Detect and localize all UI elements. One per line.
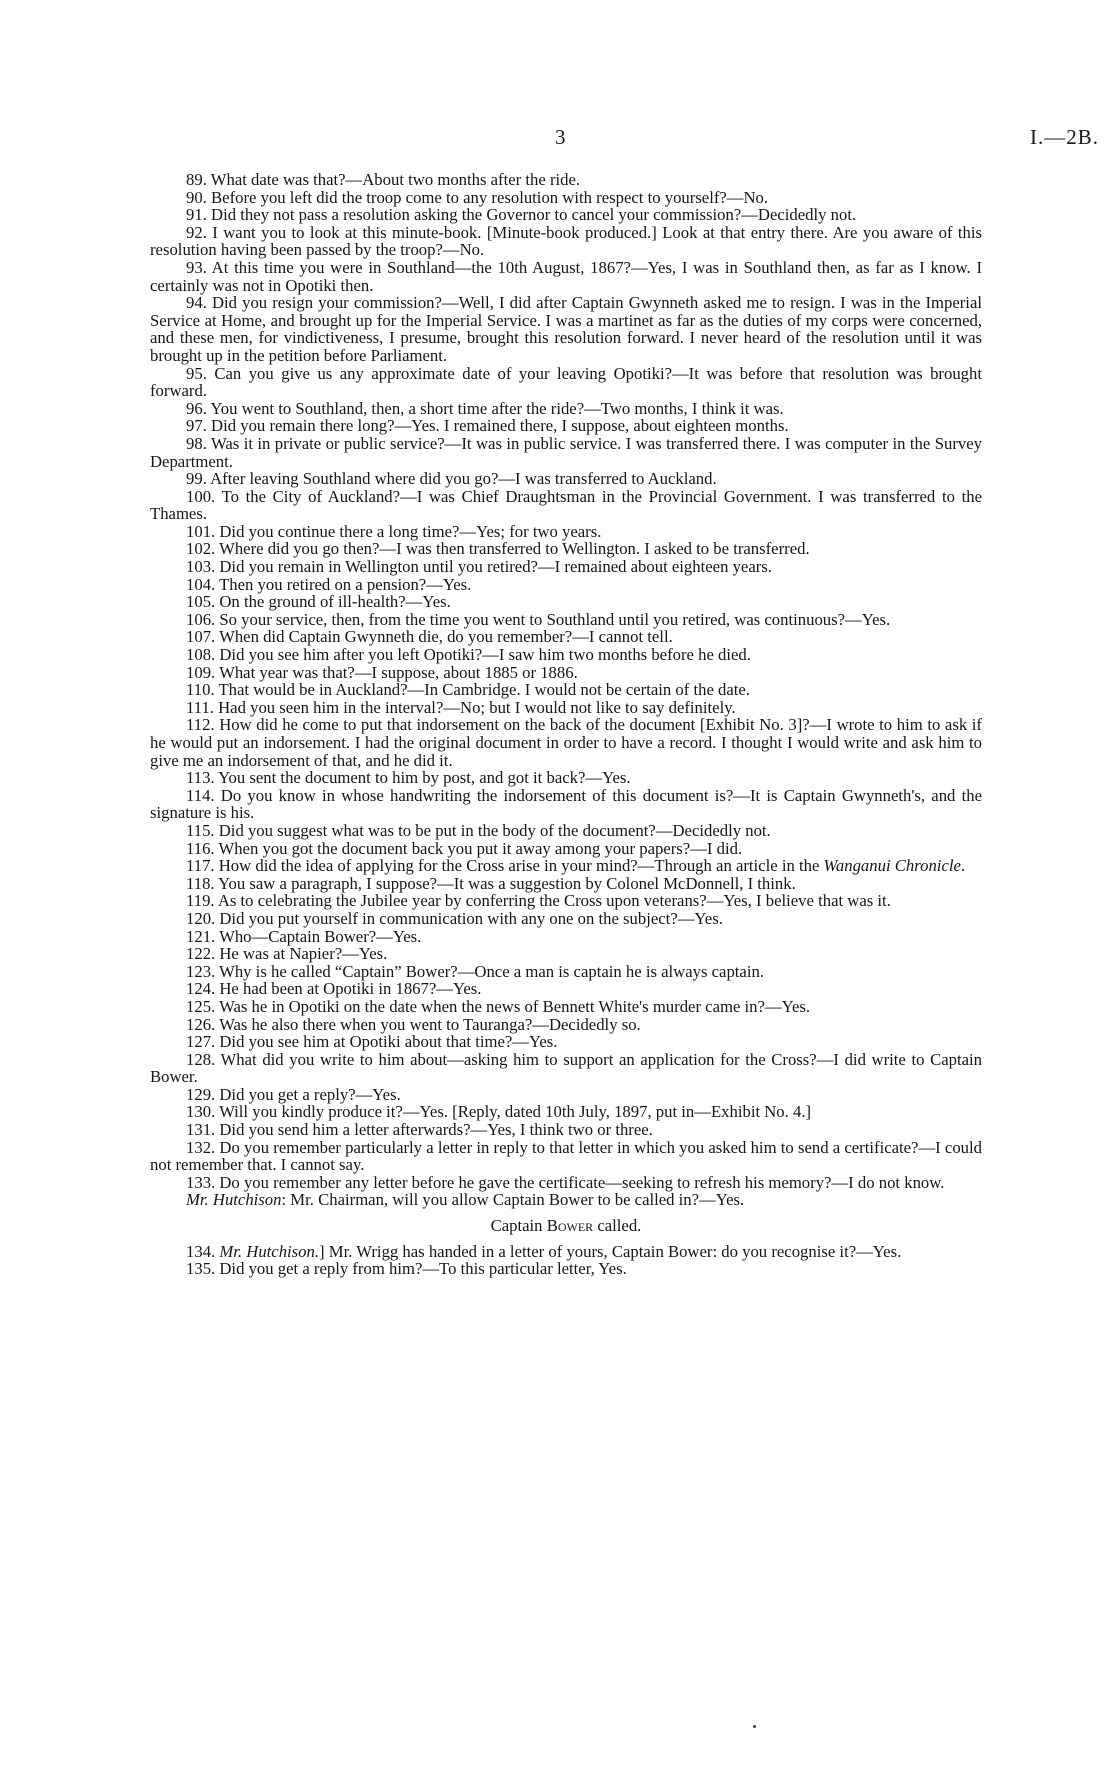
testimony-body xyxy=(150,171,982,1278)
testimony-paragraph: 95. Can you give us any approximate date of your leaving Opotiki?—It was before that resolution was brought forward. xyxy=(150,363,982,401)
testimony-paragraph: 126. Was he also there when you went to Tauranga?—Decidedly so. xyxy=(186,1014,641,1034)
testimony-paragraph: 127. Did you see him at Opotiki about that time?—Yes. xyxy=(186,1032,558,1052)
testimony-paragraph: 89. What date was that?—About two months after the ride. xyxy=(186,170,581,189)
page-number: 3 xyxy=(555,125,566,149)
testimony-paragraph: 110. That would be in Auckland?—In Cambridge. I would not be certain of the date. xyxy=(186,680,750,700)
testimony-paragraph: 123. Why is he called “Captain” Bower?—Once a man is captain he is always captain. xyxy=(186,961,764,981)
testimony-paragraph: 119. As to celebrating the Jubilee year by conferring the Cross upon veterans?—Yes, I believe that was it. xyxy=(186,891,891,911)
testimony-paragraph: 107. When did Captain Gwynneth die, do you remember?—I cannot tell. xyxy=(186,627,673,647)
testimony-paragraph: 129. Did you get a reply?—Yes. xyxy=(186,1084,401,1104)
testimony-paragraph: 116. When you got the document back you put it away among your papers?—I did. xyxy=(186,838,743,858)
testimony-paragraph: 111. Had you seen him in the interval?—No; but I would not like to say definitely. xyxy=(186,697,736,717)
testimony-part-2 xyxy=(150,1243,982,1278)
testimony-paragraph: 122. He was at Napier?—Yes. xyxy=(186,944,388,964)
testimony-paragraph: 100. To the City of Auckland?—I was Chief Draughtsman in the Provincial Government. I was transferred to the Thames. xyxy=(150,486,982,524)
testimony-paragraph: 97. Did you remain there long?—Yes. I remained there, I suppose, about eighteen months. xyxy=(186,416,789,436)
testimony-paragraph: 104. Then you retired on a pension?—Yes. xyxy=(186,574,472,594)
testimony-paragraph: 93. At this time you were in Southland—the 10th August, 1867?—Yes, I was in Southland then, as far as I know. I certainly was not in Opotiki then. xyxy=(150,257,982,295)
testimony-paragraph: 109. What year was that?—I suppose, about 1885 or 1886. xyxy=(186,662,578,682)
testimony-paragraph: 112. How did he come to put that indorsement on the back of the document [Exhibit No. 3]?—I wrote to him to ask if he would put an indorsement. I had the original document in order to have a record. I thought I would write and ask him to give me an indorsement of that, and he did it. xyxy=(150,715,982,770)
testimony-paragraph: 117. How did the idea of applying for the Cross arise in your mind?—Through an article in the Wanganui Chronicle. xyxy=(186,856,966,876)
testimony-paragraph: 102. Where did you go then?—I was then transferred to Wellington. I asked to be transferred. xyxy=(186,539,810,559)
testimony-paragraph: 96. You went to Southland, then, a short time after the ride?—Two months, I think it was. xyxy=(186,398,784,418)
testimony-paragraph: 120. Did you put yourself in communication with any one on the subject?—Yes. xyxy=(186,908,723,928)
testimony-paragraph: 90. Before you left did the troop come to any resolution with respect to yourself?—No. xyxy=(186,187,769,207)
testimony-paragraph: 94. Did you resign your commission?—Well, I did after Captain Gwynneth asked me to resign. I was in the Imperial Service at Home, and brought up for the Imperial Service. I was a martinet as far as the duties of my corps were concerned, and these men, for vindictiveness, I presume, brought this resolution forward. I never heard of the resolution until it was brought up in the petition before Parliament. xyxy=(150,293,982,365)
section-heading: Captain Bower called. xyxy=(490,1216,642,1236)
print-speck xyxy=(753,1725,756,1728)
testimony-paragraph: 106. So your service, then, from the time you went to Southland until you retired, was continuous?—Yes. xyxy=(186,609,891,629)
testimony-paragraph: 115. Did you suggest what was to be put in the body of the document?—Decidedly not. xyxy=(186,820,771,840)
testimony-paragraph: 98. Was it in private or public service?—It was in public service. I was transferred there. I was computer in the Survey Department. xyxy=(150,433,982,471)
testimony-paragraph: 125. Was he in Opotiki on the date when the news of Bennett White's murder came in?—Yes. xyxy=(186,996,811,1016)
testimony-paragraph: 132. Do you remember particularly a letter in reply to that letter in which you asked him to send a certificate?—I could not remember that. I cannot say. xyxy=(150,1137,982,1175)
testimony-paragraph: 105. On the ground of ill-health?—Yes. xyxy=(186,592,451,612)
testimony-paragraph: 101. Did you continue there a long time?—Yes; for two years. xyxy=(186,521,602,541)
testimony-paragraph: 130. Will you kindly produce it?—Yes. [Reply, dated 10th July, 1897, put in—Exhibit No. 4.] xyxy=(186,1102,812,1122)
testimony-paragraph: 103. Did you remain in Wellington until you retired?—I remained about eighteen years. xyxy=(186,557,772,577)
testimony-paragraph: 134. Mr. Hutchison.] Mr. Wrigg has handed in a letter of yours, Captain Bower: do you recognise it?—Yes. xyxy=(186,1241,902,1261)
testimony-paragraph: 133. Do you remember any letter before he gave the certificate—seeking to refresh his memory?—I do not know. xyxy=(186,1172,945,1192)
testimony-paragraph: 92. I want you to look at this minute-book. [Minute-book produced.] Look at that entry there. Are you aware of this resolution having been passed by the troop?—No. xyxy=(150,222,982,260)
testimony-paragraph: 124. He had been at Opotiki in 1867?—Yes. xyxy=(186,979,482,999)
testimony-paragraph: 91. Did they not pass a resolution asking the Governor to cancel your commission?—Decidedly not. xyxy=(186,205,857,225)
testimony-paragraph: 135. Did you get a reply from him?—To this particular letter, Yes. xyxy=(186,1259,627,1279)
testimony-paragraph: 113. You sent the document to him by post, and got it back?—Yes. xyxy=(186,768,631,788)
testimony-paragraph: 114. Do you know in whose handwriting the indorsement of this document is?—It is Captain Gwynneth's, and the signature is his. xyxy=(150,785,982,823)
testimony-paragraph: 99. After leaving Southland where did you go?—I was transferred to Auckland. xyxy=(186,469,717,489)
testimony-paragraph: Mr. Hutchison: Mr. Chairman, will you allow Captain Bower to be called in?—Yes. xyxy=(186,1190,745,1210)
testimony-part-1 xyxy=(150,171,982,1209)
testimony-paragraph: 118. You saw a paragraph, I suppose?—It was a suggestion by Colonel McDonnell, I think. xyxy=(186,873,796,893)
document-reference: I.—2B. xyxy=(1030,125,1099,149)
testimony-paragraph: 128. What did you write to him about—asking him to support an application for the Cross?—I did write to Captain Bower. xyxy=(150,1049,982,1087)
testimony-paragraph: 121. Who—Captain Bower?—Yes. xyxy=(186,926,422,946)
page-header xyxy=(0,125,1114,155)
testimony-paragraph: 131. Did you send him a letter afterwards?—Yes, I think two or three. xyxy=(186,1120,653,1140)
testimony-paragraph: 108. Did you see him after you left Opotiki?—I saw him two months before he died. xyxy=(186,645,751,665)
